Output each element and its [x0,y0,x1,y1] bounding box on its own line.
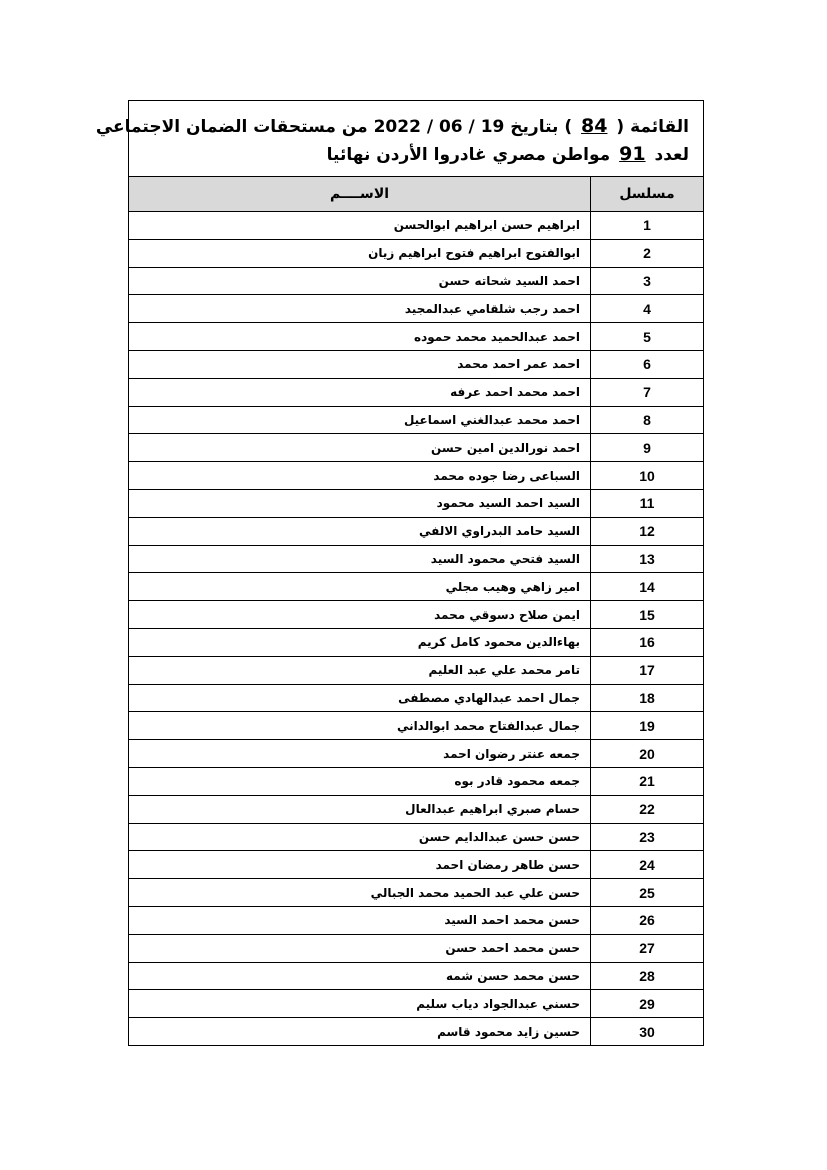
serial-cell: 30 [591,1018,704,1045]
serial-cell: 20 [591,740,704,768]
serial-cell: 7 [591,378,704,406]
name-cell: احمد السيد شحاته حسن [129,267,591,295]
list-number: 84 [581,115,608,137]
serial-cell: 11 [591,489,704,517]
name-cell: حسن حسن عبدالدايم حسن [129,823,591,851]
table-row [129,795,703,823]
table-row [129,295,703,323]
name-cell: احمد رجب شلقامي عبدالمجيد [129,295,591,323]
table-body [129,212,703,1045]
title-line-2 [139,141,689,169]
names-table [129,177,703,1045]
serial-cell: 26 [591,906,704,934]
name-cell: احمد محمد احمد عرفه [129,378,591,406]
table-row [129,378,703,406]
serial-cell: 12 [591,517,704,545]
name-cell: السيد احمد السيد محمود [129,489,591,517]
name-cell: السيد حامد البدراوي الالفي [129,517,591,545]
table-row [129,851,703,879]
table-row [129,601,703,629]
table-row [129,462,703,490]
name-cell: السباعى رضا جوده محمد [129,462,591,490]
title-date-text: ) بتاريخ 19 / 06 / 2022 من مستحقات الضمان الاجتماعي [95,117,573,137]
table-row [129,879,703,907]
serial-cell: 3 [591,267,704,295]
list-title [95,101,703,177]
serial-cell: 14 [591,573,704,601]
serial-header: مسلسل [591,177,704,212]
name-cell: حسن طاهر رمضان احمد [129,851,591,879]
serial-cell: 18 [591,684,704,712]
table-row [129,740,703,768]
title-prefix: القائمة ( [616,117,689,137]
name-cell: ايمن صلاح دسوقي محمد [129,601,591,629]
serial-cell: 28 [591,962,704,990]
serial-cell: 1 [591,212,704,240]
table-row [129,239,703,267]
name-cell: احمد نورالدين امين حسن [129,434,591,462]
citizen-count: 91 [619,143,646,165]
serial-cell: 9 [591,434,704,462]
count-prefix: لعدد [654,145,689,165]
serial-cell: 13 [591,545,704,573]
table-row [129,545,703,573]
serial-cell: 6 [591,350,704,378]
name-cell: احمد محمد عبدالغني اسماعيل [129,406,591,434]
name-cell: حسين زايد محمود قاسم [129,1018,591,1045]
name-cell: حسن علي عبد الحميد محمد الجبالي [129,879,591,907]
table-row [129,434,703,462]
name-cell: جمعه عنتر رضوان احمد [129,740,591,768]
name-cell: حسن محمد احمد حسن [129,934,591,962]
name-cell: جمال عبدالفتاح محمد ابوالداني [129,712,591,740]
table-row [129,767,703,795]
name-cell: حسام صبري ابراهيم عبدالعال [129,795,591,823]
title-line-1 [95,113,689,141]
table-row [129,712,703,740]
serial-cell: 10 [591,462,704,490]
count-suffix: مواطن مصري غادروا الأردن نهائيا [326,145,611,165]
table-header-row [129,177,703,212]
table-row [129,350,703,378]
serial-cell: 29 [591,990,704,1018]
serial-cell: 17 [591,656,704,684]
serial-cell: 2 [591,239,704,267]
table-row [129,406,703,434]
name-header: الاســــم [129,177,591,212]
name-cell: جمعه محمود قادر بوه [129,767,591,795]
table-row [129,573,703,601]
table-row [129,656,703,684]
serial-cell: 27 [591,934,704,962]
name-cell: امير زاهي وهيب مجلي [129,573,591,601]
name-cell: السيد فتحي محمود السيد [129,545,591,573]
table-row [129,212,703,240]
serial-cell: 4 [591,295,704,323]
table-row [129,962,703,990]
name-cell: ابراهيم حسن ابراهيم ابوالحسن [129,212,591,240]
table-row [129,906,703,934]
serial-cell: 15 [591,601,704,629]
table-row [129,684,703,712]
serial-cell: 23 [591,823,704,851]
name-cell: جمال احمد عبدالهادي مصطفى [129,684,591,712]
name-cell: احمد عمر احمد محمد [129,350,591,378]
serial-cell: 16 [591,628,704,656]
serial-cell: 21 [591,767,704,795]
table-row [129,934,703,962]
serial-cell: 24 [591,851,704,879]
serial-cell: 19 [591,712,704,740]
table-row [129,1018,703,1045]
serial-cell: 8 [591,406,704,434]
name-cell: احمد عبدالحميد محمد حموده [129,323,591,351]
name-cell: حسن محمد حسن شمه [129,962,591,990]
name-cell: حسني عبدالجواد دياب سليم [129,990,591,1018]
table-row [129,990,703,1018]
serial-cell: 22 [591,795,704,823]
table-row [129,517,703,545]
serial-cell: 25 [591,879,704,907]
name-cell: ابوالفتوح ابراهيم فتوح ابراهيم زيان [129,239,591,267]
name-cell: بهاءالدين محمود كامل كريم [129,628,591,656]
name-cell: حسن محمد احمد السيد [129,906,591,934]
table-row [129,823,703,851]
serial-cell: 5 [591,323,704,351]
table-row [129,323,703,351]
table-row [129,628,703,656]
name-cell: تامر محمد علي عبد العليم [129,656,591,684]
table-row [129,267,703,295]
table-row [129,489,703,517]
beneficiaries-list-sheet [95,100,704,1046]
